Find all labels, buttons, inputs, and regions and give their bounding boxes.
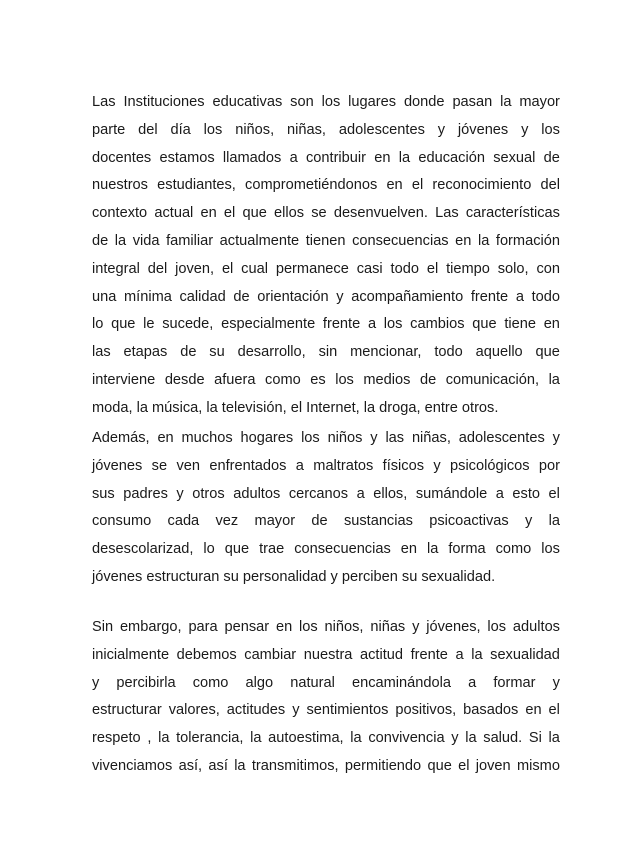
text-line: parte del día los niños, niñas, adolescentes y jóvenes y los — [92, 121, 560, 138]
text-line: consumo cada vez mayor de sustancias psicoactivas y la — [92, 513, 560, 530]
paragraph-3 — [92, 614, 560, 781]
text-line: una mínima calidad de orientación y acompañamiento frente a todo — [92, 288, 560, 305]
text-line: integral del joven, el cual permanece casi todo el tiempo solo, con — [92, 260, 560, 277]
text-line: jóvenes se ven enfrentados a maltratos físicos y psicológicos por — [92, 457, 560, 474]
text-line: y percibirla como algo natural encaminándola a formar y — [92, 674, 560, 691]
text-line: las etapas de su desarrollo, sin mencionar, todo aquello que — [92, 344, 560, 361]
text-line: de la vida familiar actualmente tienen consecuencias en la formación — [92, 232, 560, 249]
text-line: Sin embargo, para pensar en los niños, niñas y jóvenes, los adultos — [92, 619, 560, 635]
text-line: jóvenes estructuran su personalidad y perciben su sexualidad. — [92, 568, 496, 585]
text-line: moda, la música, la televisión, el Internet, la droga, entre otros. — [92, 399, 499, 416]
text-line: Las Instituciones educativas son los lugares donde pasan la mayor — [92, 94, 560, 110]
text-line: inicialmente debemos cambiar nuestra actitud frente a la sexualidad — [92, 646, 560, 663]
text-line: desescolarizad, lo que trae consecuencias en la forma como los — [92, 541, 560, 558]
text-line: contexto actual en el que ellos se desenvuelven. Las características — [92, 205, 560, 222]
text-line: lo que le sucede, especialmente frente a los cambios que tiene en — [92, 316, 560, 333]
text-line: respeto , la tolerancia, la autoestima, la convivencia y la salud. Si la — [92, 730, 560, 747]
text-line: sus padres y otros adultos cercanos a ellos, sumándole a esto el — [92, 485, 560, 502]
text-line: vivenciamos así, así la transmitimos, permitiendo que el joven mismo — [92, 757, 560, 774]
text-line: estructurar valores, actitudes y sentimientos positivos, basados en el — [92, 702, 560, 719]
paragraph-1 — [92, 89, 560, 423]
text-line: nuestros estudiantes, comprometiéndonos en el reconocimiento del — [92, 177, 560, 194]
text-line: Además, en muchos hogares los niños y las niñas, adolescentes y — [92, 430, 560, 446]
text-line: interviene desde afuera como es los medios de comunicación, la — [92, 371, 560, 388]
paragraph-2 — [92, 425, 560, 592]
text-line: docentes estamos llamados a contribuir en la educación sexual de — [92, 149, 560, 166]
